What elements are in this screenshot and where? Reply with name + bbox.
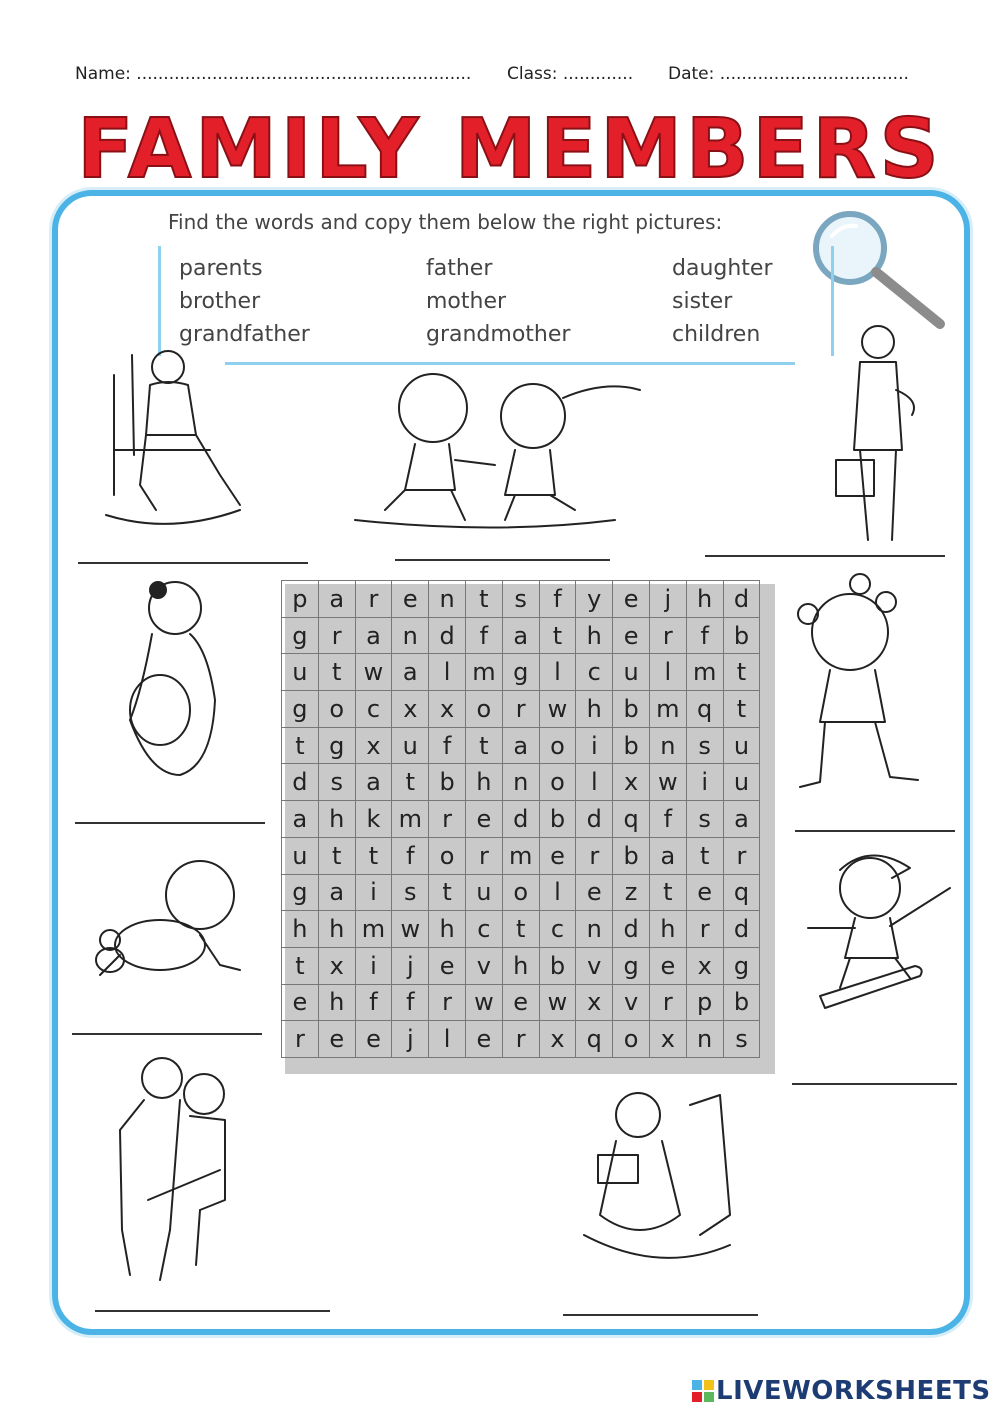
- brother-picture: [800, 848, 955, 1013]
- grid-cell[interactable]: r: [649, 617, 686, 654]
- grid-cell[interactable]: d: [613, 911, 650, 948]
- instructions-text: Find the words and copy them below the right pictures:: [168, 210, 723, 234]
- grid-cell[interactable]: o: [502, 874, 539, 911]
- grid-cell[interactable]: n: [686, 1021, 723, 1058]
- grid-cell[interactable]: h: [576, 691, 613, 728]
- grid-cell[interactable]: u: [613, 654, 650, 691]
- grid-cell[interactable]: f: [355, 984, 392, 1021]
- grid-cell[interactable]: e: [613, 617, 650, 654]
- baby-picture: [80, 855, 250, 990]
- grid-cell[interactable]: e: [465, 801, 502, 838]
- grid-cell[interactable]: e: [392, 581, 429, 618]
- grid-cell[interactable]: h: [649, 911, 686, 948]
- grid-cell[interactable]: f: [429, 727, 466, 764]
- children-picture: [355, 360, 645, 535]
- grid-cell[interactable]: x: [392, 691, 429, 728]
- grid-cell[interactable]: t: [318, 654, 355, 691]
- grid-cell[interactable]: e: [429, 947, 466, 984]
- grid-row: [282, 617, 760, 654]
- word-item: father: [426, 256, 493, 281]
- grid-cell[interactable]: h: [465, 764, 502, 801]
- grid-cell[interactable]: o: [539, 764, 576, 801]
- grid-cell[interactable]: t: [429, 874, 466, 911]
- answer-line[interactable]: [395, 559, 610, 561]
- word-item: brother: [179, 289, 261, 314]
- grid-cell[interactable]: t: [465, 581, 502, 618]
- grid-cell[interactable]: e: [686, 874, 723, 911]
- word-item: children: [672, 322, 761, 347]
- word-column-2: [426, 252, 570, 351]
- grid-cell[interactable]: b: [613, 837, 650, 874]
- grid-cell[interactable]: h: [318, 801, 355, 838]
- grid-cell[interactable]: i: [686, 764, 723, 801]
- mother-picture: [120, 570, 225, 780]
- grid-cell[interactable]: s: [686, 801, 723, 838]
- grid-cell[interactable]: j: [649, 581, 686, 618]
- word-list-box: [158, 246, 834, 356]
- grid-cell[interactable]: a: [282, 801, 319, 838]
- grid-cell[interactable]: h: [686, 581, 723, 618]
- grid-row: [282, 837, 760, 874]
- date-field-label[interactable]: Date: ...................................: [668, 64, 909, 84]
- grid-row: [282, 1021, 760, 1058]
- grid-cell[interactable]: f: [465, 617, 502, 654]
- grid-cell[interactable]: m: [392, 801, 429, 838]
- grid-row: [282, 691, 760, 728]
- grid-cell[interactable]: e: [282, 984, 319, 1021]
- grid-cell[interactable]: q: [686, 691, 723, 728]
- grid-cell[interactable]: r: [649, 984, 686, 1021]
- grid-cell[interactable]: h: [318, 911, 355, 948]
- grid-cell[interactable]: m: [502, 837, 539, 874]
- grid-cell[interactable]: i: [355, 947, 392, 984]
- grid-cell[interactable]: r: [429, 801, 466, 838]
- grid-cell[interactable]: w: [539, 984, 576, 1021]
- grid-cell[interactable]: w: [539, 691, 576, 728]
- grid-cell[interactable]: r: [502, 691, 539, 728]
- grid-cell[interactable]: a: [502, 617, 539, 654]
- grid-cell[interactable]: c: [465, 911, 502, 948]
- grid-cell[interactable]: i: [355, 874, 392, 911]
- grid-cell[interactable]: q: [723, 874, 760, 911]
- grid-cell[interactable]: v: [465, 947, 502, 984]
- grid-cell[interactable]: c: [576, 654, 613, 691]
- grid-cell[interactable]: n: [392, 617, 429, 654]
- grid-cell[interactable]: b: [539, 947, 576, 984]
- grid-cell[interactable]: e: [649, 947, 686, 984]
- grid-row: [282, 874, 760, 911]
- grid-cell[interactable]: r: [502, 1021, 539, 1058]
- grid-cell[interactable]: a: [649, 837, 686, 874]
- grid-cell[interactable]: n: [576, 911, 613, 948]
- word-item: grandmother: [426, 322, 571, 347]
- grid-cell[interactable]: n: [502, 764, 539, 801]
- grid-cell[interactable]: e: [465, 1021, 502, 1058]
- grid-cell[interactable]: h: [282, 911, 319, 948]
- grid-cell[interactable]: g: [723, 947, 760, 984]
- grid-cell[interactable]: o: [465, 691, 502, 728]
- grid-cell[interactable]: d: [723, 911, 760, 948]
- grid-cell[interactable]: y: [576, 581, 613, 618]
- grid-row: [282, 727, 760, 764]
- grid-cell[interactable]: e: [502, 984, 539, 1021]
- grid-cell[interactable]: o: [539, 727, 576, 764]
- grid-cell[interactable]: v: [576, 947, 613, 984]
- grid-cell[interactable]: t: [686, 837, 723, 874]
- grid-cell[interactable]: n: [649, 727, 686, 764]
- header-fields: [75, 62, 925, 92]
- grid-cell[interactable]: x: [355, 727, 392, 764]
- name-field-label[interactable]: Name: ..............................................................: [75, 64, 472, 84]
- grid-cell[interactable]: o: [613, 1021, 650, 1058]
- grid-cell[interactable]: l: [429, 1021, 466, 1058]
- grid-cell[interactable]: c: [355, 691, 392, 728]
- grid-cell[interactable]: u: [723, 727, 760, 764]
- liveworksheets-brand: LIVEWORKSHEETS: [716, 1376, 991, 1406]
- grid-row: [282, 764, 760, 801]
- grid-cell[interactable]: q: [576, 1021, 613, 1058]
- grid-cell[interactable]: s: [502, 581, 539, 618]
- grid-cell[interactable]: a: [318, 581, 355, 618]
- grid-cell[interactable]: m: [465, 654, 502, 691]
- grid-cell[interactable]: u: [723, 764, 760, 801]
- liveworksheets-icon: [692, 1380, 714, 1402]
- grid-cell[interactable]: s: [318, 764, 355, 801]
- grid-cell[interactable]: f: [539, 581, 576, 618]
- grid-cell[interactable]: t: [355, 837, 392, 874]
- grid-cell[interactable]: w: [649, 764, 686, 801]
- word-column-3: [672, 252, 773, 351]
- grid-cell[interactable]: f: [686, 617, 723, 654]
- grid-cell[interactable]: e: [539, 837, 576, 874]
- answer-line[interactable]: [705, 555, 945, 557]
- grid-row: [282, 581, 760, 618]
- answer-line[interactable]: [792, 1083, 957, 1085]
- grid-cell[interactable]: a: [723, 801, 760, 838]
- grid-cell[interactable]: f: [392, 837, 429, 874]
- grid-cell[interactable]: g: [613, 947, 650, 984]
- grid-cell[interactable]: t: [318, 837, 355, 874]
- grid-cell[interactable]: b: [613, 691, 650, 728]
- answer-line[interactable]: [563, 1314, 758, 1316]
- word-item: parents: [179, 256, 263, 281]
- grid-cell[interactable]: t: [502, 911, 539, 948]
- word-item: sister: [672, 289, 733, 314]
- word-item: grandfather: [179, 322, 310, 347]
- grid-cell[interactable]: d: [429, 617, 466, 654]
- grid-cell[interactable]: x: [613, 764, 650, 801]
- grid-cell[interactable]: r: [318, 617, 355, 654]
- grid-row: [282, 947, 760, 984]
- grid-cell[interactable]: u: [282, 837, 319, 874]
- grid-cell[interactable]: s: [723, 1021, 760, 1058]
- grid-cell[interactable]: g: [282, 691, 319, 728]
- grid-cell[interactable]: a: [392, 654, 429, 691]
- grid-cell[interactable]: x: [539, 1021, 576, 1058]
- grid-cell[interactable]: e: [318, 1021, 355, 1058]
- grid-row: [282, 984, 760, 1021]
- grid-cell[interactable]: t: [539, 617, 576, 654]
- grid-cell[interactable]: u: [282, 654, 319, 691]
- grid-cell[interactable]: r: [429, 984, 466, 1021]
- grid-cell[interactable]: r: [723, 837, 760, 874]
- grid-cell[interactable]: o: [318, 691, 355, 728]
- grid-cell[interactable]: x: [576, 984, 613, 1021]
- grid-cell[interactable]: t: [282, 727, 319, 764]
- grid-cell[interactable]: x: [649, 1021, 686, 1058]
- father-picture: [830, 320, 930, 545]
- grid-cell[interactable]: t: [723, 654, 760, 691]
- grid-cell[interactable]: r: [465, 837, 502, 874]
- grid-cell[interactable]: t: [392, 764, 429, 801]
- grid-cell[interactable]: z: [613, 874, 650, 911]
- grid-cell[interactable]: r: [282, 1021, 319, 1058]
- grid-cell[interactable]: h: [576, 617, 613, 654]
- grid-cell[interactable]: r: [355, 581, 392, 618]
- grid-cell[interactable]: d: [502, 801, 539, 838]
- grid-cell[interactable]: d: [576, 801, 613, 838]
- grid-cell[interactable]: f: [649, 801, 686, 838]
- grid-cell[interactable]: f: [392, 984, 429, 1021]
- grid-cell[interactable]: w: [355, 654, 392, 691]
- grid-cell[interactable]: x: [429, 691, 466, 728]
- grid-cell[interactable]: p: [282, 581, 319, 618]
- grid-cell[interactable]: b: [539, 801, 576, 838]
- grid-cell[interactable]: g: [318, 727, 355, 764]
- grid-cell[interactable]: d: [282, 764, 319, 801]
- parents-picture: [100, 1050, 240, 1285]
- grid-cell[interactable]: e: [613, 581, 650, 618]
- grid-cell[interactable]: r: [576, 837, 613, 874]
- grid-row: [282, 801, 760, 838]
- grid-cell[interactable]: w: [465, 984, 502, 1021]
- grid-cell[interactable]: m: [649, 691, 686, 728]
- grid-cell[interactable]: u: [465, 874, 502, 911]
- grid-cell[interactable]: b: [613, 727, 650, 764]
- grid-cell[interactable]: l: [576, 764, 613, 801]
- page-title-text: FAMILY MEMBERS: [77, 102, 943, 197]
- grid-cell[interactable]: l: [539, 874, 576, 911]
- grid-cell[interactable]: h: [502, 947, 539, 984]
- grid-cell[interactable]: b: [723, 984, 760, 1021]
- answer-line[interactable]: [78, 562, 308, 564]
- grid-cell[interactable]: l: [429, 654, 466, 691]
- page-title: [70, 102, 950, 197]
- grid-cell[interactable]: t: [723, 691, 760, 728]
- grid-cell[interactable]: h: [318, 984, 355, 1021]
- grid-cell[interactable]: j: [392, 1021, 429, 1058]
- word-item: daughter: [672, 256, 773, 281]
- grid-cell[interactable]: a: [355, 617, 392, 654]
- grid-cell[interactable]: l: [649, 654, 686, 691]
- grid-cell[interactable]: t: [465, 727, 502, 764]
- word-item: mother: [426, 289, 507, 314]
- grid-cell[interactable]: b: [723, 617, 760, 654]
- class-field-label[interactable]: Class: .............: [507, 64, 634, 84]
- grid-cell[interactable]: a: [318, 874, 355, 911]
- grid-cell[interactable]: m: [686, 654, 723, 691]
- grid-cell[interactable]: g: [282, 617, 319, 654]
- grid-cell[interactable]: e: [576, 874, 613, 911]
- grid-cell[interactable]: a: [502, 727, 539, 764]
- grid-cell[interactable]: j: [392, 947, 429, 984]
- word-search-grid: [281, 580, 760, 1058]
- grid-cell[interactable]: x: [686, 947, 723, 984]
- grid-cell[interactable]: b: [429, 764, 466, 801]
- grid-cell[interactable]: i: [576, 727, 613, 764]
- grid-cell[interactable]: q: [613, 801, 650, 838]
- grid-cell[interactable]: r: [686, 911, 723, 948]
- grid-cell[interactable]: w: [392, 911, 429, 948]
- grid-cell[interactable]: e: [355, 1021, 392, 1058]
- grid-cell[interactable]: s: [392, 874, 429, 911]
- grid-cell[interactable]: a: [355, 764, 392, 801]
- grid-cell[interactable]: u: [392, 727, 429, 764]
- grid-row: [282, 654, 760, 691]
- grid-cell[interactable]: o: [429, 837, 466, 874]
- grid-cell[interactable]: s: [686, 727, 723, 764]
- grid-cell[interactable]: l: [539, 654, 576, 691]
- grid-cell[interactable]: c: [539, 911, 576, 948]
- grid-cell[interactable]: n: [429, 581, 466, 618]
- grid-cell[interactable]: x: [318, 947, 355, 984]
- grid-row: [282, 911, 760, 948]
- grid-cell[interactable]: h: [429, 911, 466, 948]
- grid-cell[interactable]: m: [355, 911, 392, 948]
- answer-line[interactable]: [95, 1310, 330, 1312]
- grandfather-picture: [100, 335, 250, 535]
- grid-cell[interactable]: t: [282, 947, 319, 984]
- grid-cell[interactable]: p: [686, 984, 723, 1021]
- answer-line[interactable]: [795, 830, 955, 832]
- grid-cell[interactable]: g: [282, 874, 319, 911]
- grid-cell[interactable]: d: [723, 581, 760, 618]
- answer-line[interactable]: [75, 822, 265, 824]
- grid-cell[interactable]: k: [355, 801, 392, 838]
- grid-cell[interactable]: g: [502, 654, 539, 691]
- grid-cell[interactable]: t: [649, 874, 686, 911]
- answer-line[interactable]: [72, 1033, 262, 1035]
- daughter-picture: [790, 572, 930, 792]
- grid-cell[interactable]: v: [613, 984, 650, 1021]
- grandmother-picture: [580, 1085, 740, 1270]
